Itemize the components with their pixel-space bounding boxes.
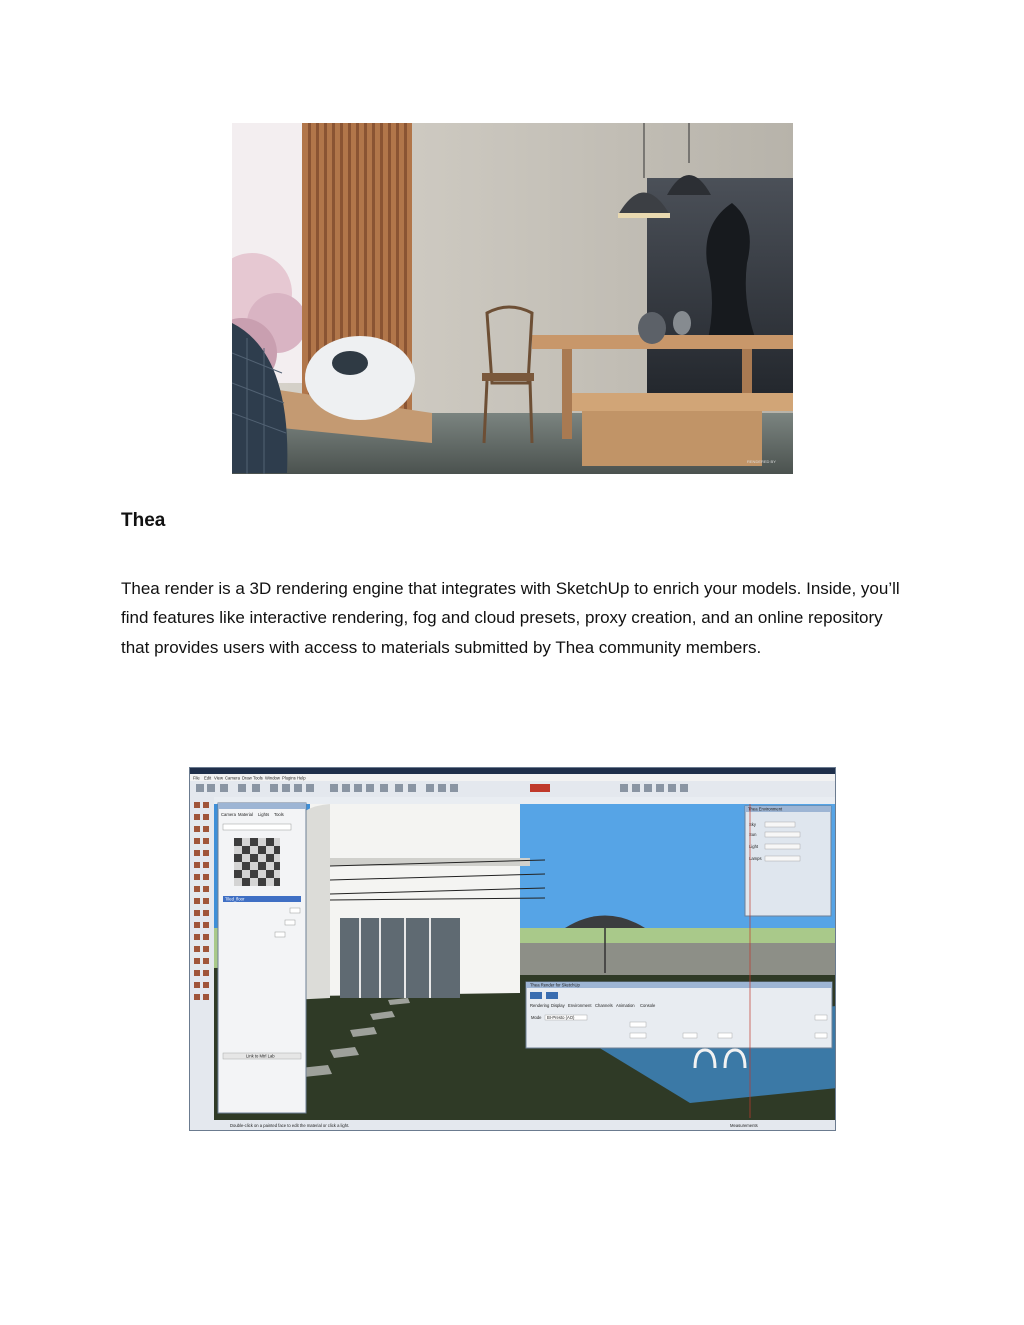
menu-item: Help bbox=[297, 775, 306, 781]
tab-lights: Lights bbox=[258, 812, 270, 817]
env-row-sky: Sky bbox=[749, 822, 756, 827]
menu-item: Camera bbox=[225, 775, 240, 781]
tab-environment: Environment bbox=[568, 1003, 592, 1008]
menu-item: Plugins bbox=[282, 775, 296, 781]
tab-animation: Animation bbox=[616, 1003, 635, 1008]
tab-console: Console bbox=[640, 1003, 656, 1008]
mode-label: Mode bbox=[531, 1015, 542, 1020]
material-name: Tiled_floor bbox=[225, 896, 245, 902]
mode-value: BI-Presto (AO) bbox=[547, 1015, 575, 1020]
tab-channels: Channels bbox=[595, 1003, 613, 1008]
tab-display: Display bbox=[551, 1003, 565, 1008]
env-row-light: Light bbox=[749, 844, 759, 849]
section-heading: Thea bbox=[121, 510, 166, 531]
menu-item: View bbox=[214, 775, 224, 781]
environment-panel-title: Thea Environment bbox=[748, 806, 783, 812]
tab-camera: Camera bbox=[221, 812, 236, 817]
render-panel-title: Thea Render for SketchUp bbox=[530, 982, 580, 988]
measurements-label: Measurements bbox=[730, 1123, 758, 1128]
interior-render-image bbox=[232, 123, 793, 474]
material-panel-tabs bbox=[221, 812, 284, 817]
menu-item: Tools bbox=[253, 775, 263, 781]
status-text: Double-click on a painted face to edit the material or click a light. bbox=[230, 1123, 350, 1128]
menu-item: Window bbox=[265, 775, 280, 781]
menu-item: Draw bbox=[242, 775, 252, 781]
sketchup-thea-screenshot bbox=[189, 767, 836, 1131]
env-row-lamps: Lamps bbox=[749, 856, 762, 861]
tab-material: Material bbox=[238, 812, 253, 817]
menu-item: File bbox=[193, 775, 200, 781]
menu-item: Edit bbox=[204, 775, 212, 781]
link-to-mtrl-lab: Link to Mtrl Lab bbox=[246, 1053, 275, 1059]
svg-text:RENDERED BY: RENDERED BY bbox=[747, 459, 776, 464]
body-paragraph: Thea render is a 3D rendering engine that integrates with SketchUp to enrich your models. Inside, you’ll find features like interactive rendering, fog and cloud presets, proxy creation, and an online repository that provides users with access to materials submitted by Thea community members. bbox=[121, 579, 900, 657]
menu-bar bbox=[193, 776, 306, 781]
env-row-sun: Sun bbox=[749, 832, 757, 837]
tab-tools: Tools bbox=[274, 812, 284, 817]
tab-rendering: Rendering bbox=[530, 1003, 550, 1008]
